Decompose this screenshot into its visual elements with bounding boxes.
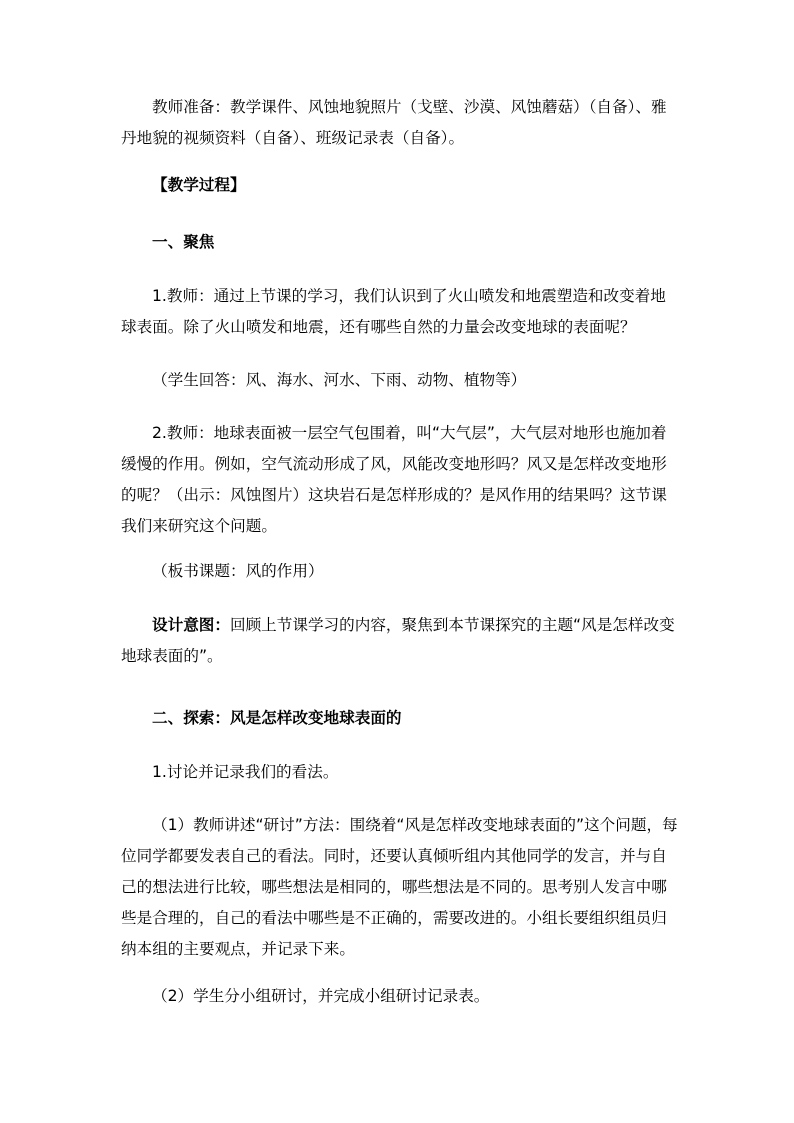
- design-intent-text: 回顾上节课学习的内容，聚焦到本节课探究的主题“风是怎样改变地球表面的”。: [121, 616, 675, 665]
- research-method-paragraph: （1）教师讲述“研讨”方法：围绕着“风是怎样改变地球表面的”这个问题，每位同学都要发表自己的看法。同时，还要认真倾听组内其他同学的发言，并与自己的想法进行比较，哪些想法是相同的，哪些想法是不同的。思考别人发言中哪些是合理的，自己的看法中哪些是不正确的，需要改进的。小组长要组织组员归纳本组的主要观点，并记录下来。: [121, 816, 678, 958]
- design-intent-label: 设计意图：: [152, 616, 230, 634]
- design-intent-paragraph: [121, 610, 681, 672]
- teacher-preparation-paragraph: 教师准备：教学课件、风蚀地貌照片（戈壁、沙漠、风蚀蘑菇）（自备）、雅丹地貌的视频资料（自备）、班级记录表（自备）。: [121, 98, 667, 147]
- focus-heading: 一、聚焦: [152, 233, 215, 251]
- teaching-process-heading: 【教学过程】: [152, 176, 246, 194]
- focus-paragraph-2: 2.教师：地球表面被一层空气包围着，叫“大气层”，大气层对地形也施加着缓慢的作用。例如，空气流动形成了风，风能改变地形吗？风又是怎样改变地形的呢？（出示：风蚀图片）这块岩石是怎样形成的？是风作用的结果吗？这节课我们来研究这个问题。: [121, 424, 667, 535]
- explore-heading: 二、探索：风是怎样改变地球表面的: [152, 709, 402, 727]
- student-answer-paragraph: （学生回答：风、海水、河水、下雨、动物、植物等）: [152, 371, 527, 389]
- focus-paragraph-1: 1.教师：通过上节课的学习，我们认识到了火山喷发和地震塑造和改变着地球表面。除了火山喷发和地震，还有哪些自然的力量会改变地球的表面呢？: [121, 287, 666, 336]
- group-discussion-paragraph: （2）学生分小组研讨，并完成小组研讨记录表。: [152, 987, 490, 1005]
- explore-step-1: 1.讨论并记录我们的看法。: [152, 763, 339, 781]
- board-title-paragraph: （板书课题：风的作用）: [152, 562, 324, 580]
